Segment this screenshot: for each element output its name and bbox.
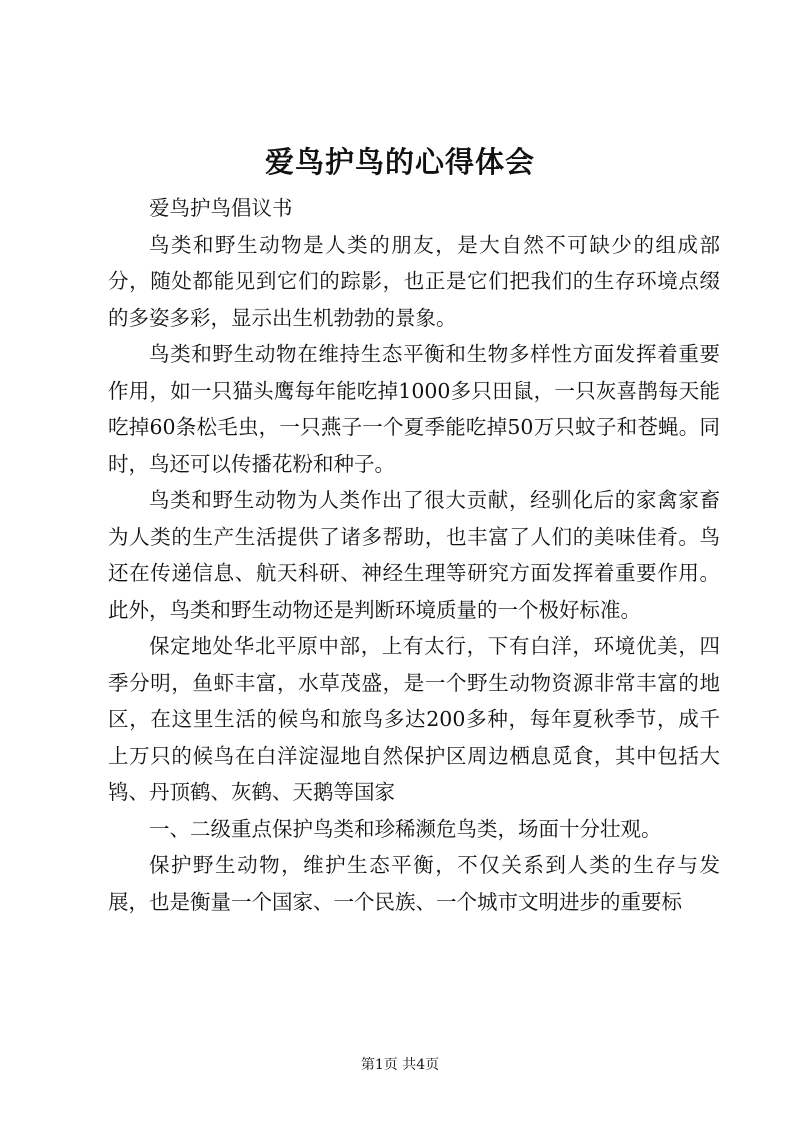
page-footer: 第1页 共4页	[360, 1057, 440, 1073]
paragraph: 鸟类和野生动物为人类作出了很大贡献，经驯化后的家禽家畜为人类的生产生活提供了诸多帮助，也丰富了人们的美味佳肴。鸟还在传递信息、航天科研、神经生理等研究方面发挥着重要作用。此外，鸟类和野生动物还是判断环境质量的一个极好标准。	[108, 488, 720, 622]
paragraph: 鸟类和野生动物在维持生态平衡和生物多样性方面发挥着重要作用，如一只猫头鹰每年能吃掉1000多只田鼠，一只灰喜鹊每天能吃掉60条松毛虫，一只燕子一个夏季能吃掉50万只蚊子和苍蝇。同时，鸟还可以传播花粉和种子。	[108, 342, 720, 476]
document-body	[108, 190, 720, 920]
paragraph: 一、二级重点保护鸟类和珍稀濒危鸟类，场面十分壮观。	[149, 816, 662, 841]
paragraph: 保定地处华北平原中部，上有太行，下有白洋，环境优美，四季分明，鱼虾丰富，水草茂盛，是一个野生动物资源非常丰富的地区，在这里生活的候鸟和旅鸟多达200多种，每年夏秋季节，成千上万只的候鸟在白洋淀湿地自然保护区周边栖息觅食，其中包括大鸨、丹顶鹤、灰鹤、天鹅等国家	[108, 634, 720, 804]
document-title: 爱鸟护鸟的心得体会	[264, 145, 535, 179]
paragraph: 保护野生动物，维护生态平衡，不仅关系到人类的生存与发展，也是衡量一个国家、一个民族、一个城市文明进步的重要标	[108, 853, 720, 914]
paragraph: 鸟类和野生动物是人类的朋友，是大自然不可缺少的组成部分，随处都能见到它们的踪影，也正是它们把我们的生存环境点缀的多姿多彩，显示出生机勃勃的景象。	[108, 232, 720, 330]
paragraph-subtitle: 爱鸟护鸟倡议书	[149, 196, 293, 220]
